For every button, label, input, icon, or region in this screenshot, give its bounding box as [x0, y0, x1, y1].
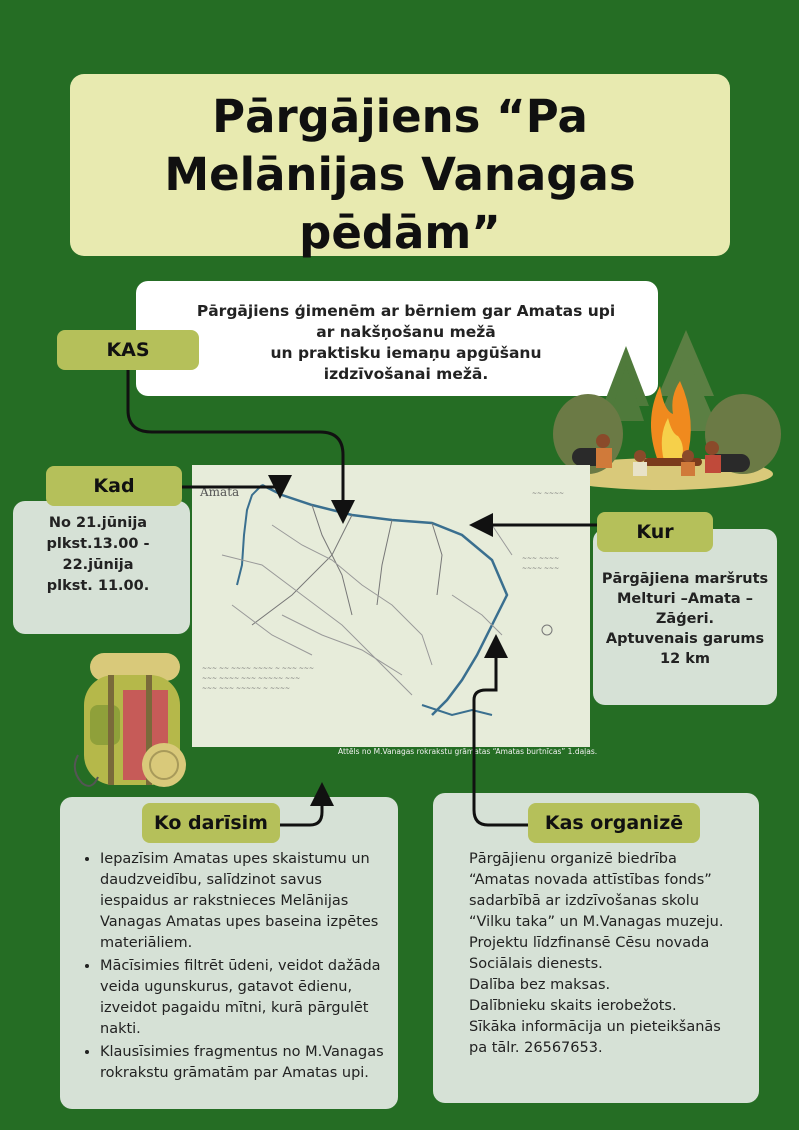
svg-text:~~~~ ~~~: ~~~~ ~~~ [522, 565, 560, 572]
kur-label: Kur [636, 521, 674, 543]
kas-organize-label: Kas organizē [544, 812, 684, 834]
svg-text:~~~ ~~~ ~~~~~ ~ ~~~~: ~~~ ~~~ ~~~~~ ~ ~~~~ [202, 685, 291, 692]
organizer-text: Pārgājienu organizē biedrība “Amatas novada attīstības fonds” sadarbībā ar izdzīvošanas skolu “Vilku taka” un M.Vanagas muzeju. Projektu līdzfinansē Cēsu novada Sociālais dienests. Dalība bez maksas. Dalībnieku skaits ierobežots. Sīkāka informācija un pieteikšanās pa tālr. 26567653. [469, 851, 724, 1056]
kad-label: Kad [93, 475, 135, 497]
svg-text:~~ ~~~~: ~~ ~~~~ [532, 490, 565, 497]
kas-label: KAS [106, 339, 150, 361]
list-item: • Mācīsimies filtrēt ūdeni, veidot dažāda veida ugunskurus, gatavot ēdienu, izveidot pagaidu mītni, kurā pārgulēt nakti. [100, 956, 388, 1040]
svg-text:~~~ ~~~~: ~~~ ~~~~ [522, 555, 560, 562]
map-label: Amata [200, 485, 240, 499]
kur-text: Pārgājiena maršruts Melturi –Amata – Zāģeri. Aptuvenais garums 12 km [601, 571, 769, 667]
ko-darisim-label: Ko darīsim [154, 812, 268, 834]
svg-text:~~~ ~~ ~~~~ ~~~~ ~ ~~~ ~~~: ~~~ ~~ ~~~~ ~~~~ ~ ~~~ ~~~ [202, 665, 314, 672]
svg-text:~~~ ~~~~ ~~~ ~~~~~ ~~~: ~~~ ~~~~ ~~~ ~~~~~ ~~~ [202, 675, 301, 682]
intro-text: Pārgājiens ģimenēm ar bērniem gar Amatas upi ar nakšņošanu mežā un praktisku iemaņu apgūšanu izdzīvošanai mežā. [196, 302, 616, 383]
list-item: • Klausīsimies fragmentus no M.Vanagas rokrakstu grāmatām par Amatas upi. [100, 1042, 388, 1084]
kad-text: No 21.jūnija plkst.13.00 - 22.jūnija plkst. 11.00. [46, 515, 150, 594]
page-title: Pārgājiens “Pa Melānijas Vanagas pēdām” [164, 90, 636, 259]
list-item: • Iepazīsim Amatas upes skaistumu un daudzveidību, salīdzinot savus iespaidus ar rakstnieces Melānijas Vanagas Amatas upes baseina izpētes materiāliem. [100, 849, 388, 954]
map-caption: Attēls no M.Vanagas rokrakstu grāmatas “Amatas burtnīcas” 1.daļas. [338, 747, 598, 756]
